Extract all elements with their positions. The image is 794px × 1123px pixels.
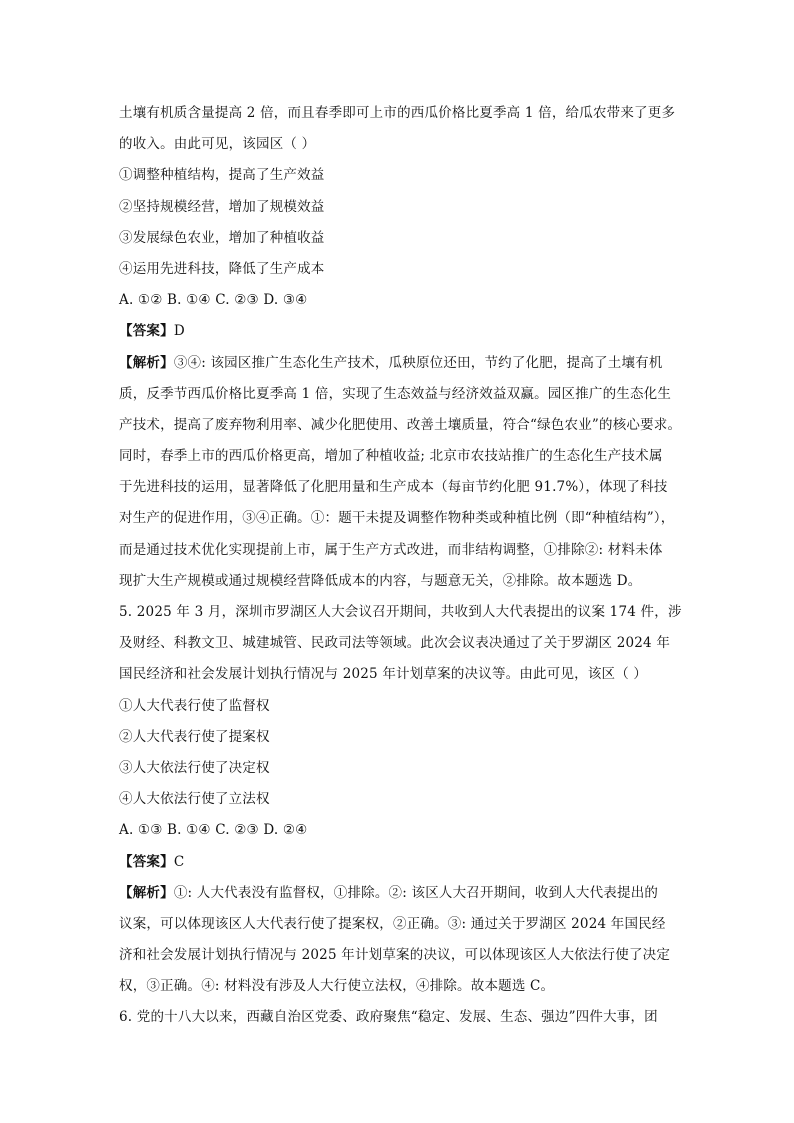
q5-stem-line: 5. 2025 年 3 月，深圳市罗湖区人大会议召开期间，共收到人大代表提出的议案 174 件，涉 (119, 604, 682, 620)
q4-analysis-line: 于先进科技的运用，显著降低了化肥用量和生产成本（每亩节约化肥 91.7%），体现了科技 (119, 479, 668, 496)
q5-analysis-line: 济和社会发展计划执行情况与 2025 年计划草案的决议，可以体现该区人大依法行使了决定 (119, 947, 671, 964)
analysis-text: ①: 人大代表没有监督权，①排除。②: 该区人大召开期间，收到人大代表提出的 (173, 884, 659, 901)
analysis-tag: 【解析】 (119, 354, 174, 371)
analysis-text: ③④: 该园区推广生态化生产技术，瓜秧原位还田，节约了化肥，提高了土壤有机 (173, 354, 663, 371)
q5-answer (119, 847, 679, 878)
answer-tag: 【答案】 (119, 853, 174, 870)
q4-analysis-first (119, 348, 679, 379)
intro-line: 的收入。由此可见，该园区（ ） (119, 136, 316, 153)
q4-option: ③发展绿色农业，增加了种植收益 (119, 229, 325, 246)
q5-option: ②人大代表行使了提案权 (119, 728, 270, 745)
q4-analysis-line: 同时，春季上市的西瓜价格更高，增加了种植收益; 北京市农技站推广的生态化生产技术属 (119, 448, 663, 465)
q5-analysis-first (119, 878, 679, 909)
q4-choices: A. ①② B. ①④ C. ②③ D. ③④ (119, 292, 308, 309)
q4-option: ①调整种植结构，提高了生产效益 (119, 167, 325, 184)
q5-option: ①人大代表行使了监督权 (119, 697, 270, 714)
intro-line: 土壤有机质含量提高 2 倍，而且春季即可上市的西瓜价格比夏季高 1 倍，给瓜农带来了更多 (119, 105, 676, 121)
q4-analysis-line: 现扩大生产规模或通过规模经营降低成本的内容，与题意无关，②排除。故本题选 D。 (119, 572, 642, 589)
answer-value: D (173, 323, 185, 340)
q5-analysis-line: 议案，可以体现该区人大代表行使了提案权，②正确。③: 通过关于罗湖区 2024 年国民经 (119, 915, 666, 932)
q5-analysis-line: 权，③正确。④: 材料没有涉及人大行使立法权，④排除。故本题选 C。 (119, 978, 555, 995)
q4-option: ④运用先进科技，降低了生产成本 (119, 260, 325, 277)
q4-analysis-line: 对生产的促进作用，③④正确。①：题干未提及调整作物种类或种植比例（即“种植结构”）， (119, 510, 675, 527)
q4-analysis-line: 质，反季节西瓜价格比夏季高 1 倍，实现了生态效益与经济效益双赢。园区推广的生态化生 (119, 385, 672, 402)
document-content (119, 98, 682, 1034)
answer-value: C (173, 853, 185, 870)
q5-option: ③人大依法行使了决定权 (119, 759, 270, 776)
q4-option: ②坚持规模经营，增加了规模效益 (119, 198, 325, 215)
q4-analysis-line: 产技术，提高了废弃物利用率、减少化肥使用、改善土壤质量，符合“绿色农业”的核心要求。 (119, 416, 682, 433)
q6-stem-line: 6. 党的十八大以来，西藏自治区党委、政府聚焦“稳定、发展、生态、强边”四件大事，团 (119, 1009, 658, 1026)
q5-stem-line: 及财经、科教文卫、城建城管、民政司法等领域。此次会议表决通过了关于罗湖区 2024 年 (119, 635, 671, 652)
q5-choices: A. ①③ B. ①④ C. ②③ D. ②④ (119, 822, 308, 839)
analysis-tag: 【解析】 (119, 884, 174, 901)
q4-analysis-line: 而是通过技术优化实现提前上市，属于生产方式改进，而非结构调整，①排除②: 材料未体 (119, 541, 663, 558)
q4-answer (119, 316, 679, 347)
q5-option: ④人大依法行使了立法权 (119, 791, 270, 808)
answer-tag: 【答案】 (119, 323, 174, 340)
q5-stem-line: 国民经济和社会发展计划执行情况与 2025 年计划草案的决议等。由此可见，该区（ ） (119, 666, 648, 683)
